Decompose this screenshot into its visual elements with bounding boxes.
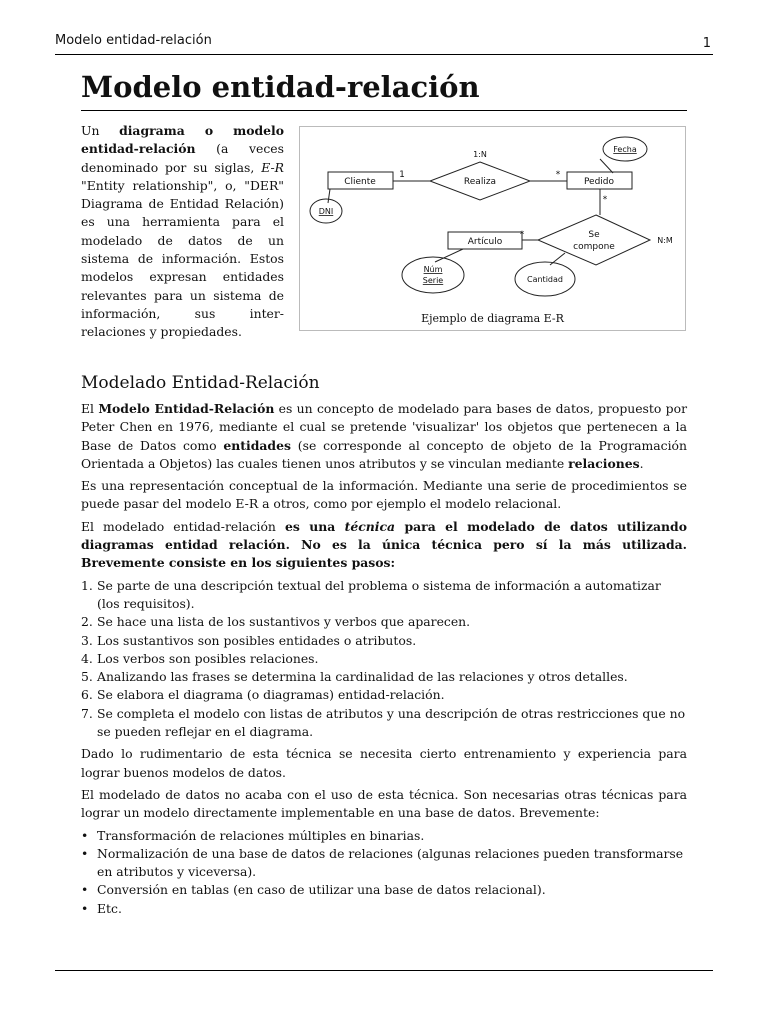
bold-term: Modelo Entidad-Relación — [98, 401, 275, 416]
list-item: 4. Los verbos son posibles relaciones. — [81, 650, 319, 666]
intro-paragraph — [81, 122, 284, 342]
footer-rule — [55, 970, 713, 971]
list-item-text: Se parte de una descripción textual del problema o sistema de información a automatizar (los requisitos). — [97, 577, 661, 611]
bold-italic-term: técnica — [344, 518, 396, 534]
paragraph-text: (se corresponde al concepto de objeto de la Programación Orientada a Objetos) las cuales tienen unos atributos y se vinculan mediante — [81, 437, 687, 471]
page-title: Modelo entidad-relación — [81, 70, 480, 104]
list-item: 7. Se completa el modelo con listas de atributos y una descripción de otras restricciones que no se pueden reflejar en el diagrama. — [81, 705, 686, 740]
list-item-text: Transformación de relaciones múltiples en binarias. — [97, 827, 425, 843]
intro-bold-term: diagrama o modelo entidad-relación — [81, 123, 284, 157]
entity-label-articulo: Artículo — [467, 237, 503, 247]
bold-term: para el modelado de datos utilizando diagramas entidad relación. No es la única técnica pero sí la más utilizada. Brevemente consiste en los siguientes pasos: — [81, 518, 687, 571]
paragraph-text: . — [639, 455, 644, 471]
attribute-label-num: Núm — [423, 265, 443, 274]
cardinality-label: * — [555, 170, 561, 180]
entity-label-pedido: Pedido — [583, 177, 615, 187]
list-item: • Conversión en tablas (en caso de utilizar una base de datos relacional). — [81, 882, 546, 898]
list-item-text: Normalización de una base de datos de relaciones (algunas relaciones pueden transformarse en atributos y viceversa). — [97, 845, 684, 880]
list-item-text: Conversión en tablas (en caso de utilizar una base de datos relacional). — [97, 882, 546, 898]
er-diagram — [300, 127, 685, 312]
running-header-title: Modelo entidad-relación — [55, 33, 212, 48]
list-item: 6. Se elabora el diagrama (o diagramas) entidad-relación. — [81, 687, 445, 703]
list-item-text: Se completa el modelo con listas de atributos y una descripción de otras restricciones que no se pueden reflejar en el diagrama. — [97, 705, 686, 740]
bullet-list — [81, 827, 687, 918]
list-item: • Transformación de relaciones múltiples en binarias. — [81, 827, 425, 843]
paragraph-text: El modelado entidad-relación — [81, 518, 285, 534]
paragraph-text: El — [81, 401, 99, 416]
attribute-label-cantidad: Cantidad — [527, 275, 563, 284]
cardinality-label: N:M — [657, 236, 673, 245]
paragraph-text: es un concepto de modelado para bases de datos, propuesto por Peter Chen en 1976, mediante el cual se pretende 'visualizar' los objetos que pertenecen a la Base de Datos como — [81, 401, 687, 453]
intro-text: (a veces denominado por su siglas, — [81, 141, 284, 175]
relationship-se-compone — [538, 215, 650, 265]
page-number: 1 — [702, 36, 711, 51]
list-item-text: Etc. — [97, 900, 122, 916]
bold-term: relaciones — [568, 455, 640, 471]
intro-italic-term: E-R — [261, 159, 284, 175]
connector-line — [600, 159, 613, 173]
relationship-label-compone: compone — [573, 242, 615, 252]
paragraph — [81, 518, 687, 573]
paragraph — [81, 400, 687, 473]
steps-list — [81, 577, 687, 742]
cardinality-label: * — [602, 195, 608, 205]
intro-text: "Entity relationship", o, "DER" Diagrama de Entidad Relación) es una herramienta para el modelado de datos de un sistema de información. Estos modelos expresan entidades relevantes para un sistema de información, sus inter-relaciones y propiedades. — [81, 177, 284, 340]
attribute-label-dni: DNI — [318, 207, 334, 216]
paragraph: El modelado de datos no acaba con el uso de esta técnica. Son necesarias otras técnicas para lograr un modelo directamente implementable en una base de datos. Brevemente: — [81, 786, 687, 821]
connector-line — [328, 189, 330, 203]
header-rule — [55, 54, 713, 55]
paragraph: Es una representación conceptual de la información. Mediante una serie de procedimientos se puede pasar del modelo E-R a otros, como por ejemplo el modelo relacional. — [81, 478, 687, 512]
entity-label-cliente: Cliente — [344, 177, 376, 187]
list-item: 2. Se hace una lista de los sustantivos y verbos que aparecen. — [81, 614, 471, 630]
list-item-text: Se elabora el diagrama (o diagramas) entidad-relación. — [97, 687, 445, 703]
cardinality-label: 1:N — [473, 150, 487, 159]
list-item: • Etc. — [81, 900, 122, 916]
list-item: 3. Los sustantivos son posibles entidades o atributos. — [81, 632, 417, 648]
attribute-label-fecha: Fecha — [613, 145, 637, 154]
title-block — [81, 68, 687, 111]
list-item-text: Analizando las frases se determina la cardinalidad de las relaciones y otros detalles. — [97, 669, 628, 685]
paragraph: Dado lo rudimentario de esta técnica se necesita cierto entrenamiento y experiencia para lograr buenos modelos de datos. — [81, 746, 687, 780]
list-item: 5. Analizando las frases se determina la cardinalidad de las relaciones y otros detalles. — [81, 669, 628, 685]
relationship-label-se: Se — [588, 230, 600, 240]
list-item: 1. Se parte de una descripción textual del problema o sistema de información a automatizar (los requisitos). — [81, 577, 661, 611]
attribute-num-serie — [402, 257, 464, 293]
attribute-label-serie: Serie — [422, 276, 444, 285]
cardinality-label: 1 — [399, 170, 405, 180]
list-item-text: Los sustantivos son posibles entidades o atributos. — [97, 632, 417, 648]
figure-caption: Ejemplo de diagrama E-R — [421, 312, 564, 325]
list-item-text: Los verbos son posibles relaciones. — [97, 650, 319, 666]
list-item: • Normalización de una base de datos de relaciones (algunas relaciones pueden transformarse en atributos y viceversa). — [81, 845, 684, 880]
section-title: Modelado Entidad-Relación — [81, 373, 320, 393]
list-item-text: Se hace una lista de los sustantivos y verbos que aparecen. — [97, 614, 471, 630]
bold-term: entidades — [223, 437, 291, 453]
relationship-label-realiza: Realiza — [463, 177, 497, 187]
title-rule — [81, 110, 687, 111]
er-diagram-figure — [299, 126, 686, 331]
bold-term: es una — [284, 518, 345, 534]
intro-text: Un — [81, 123, 120, 138]
cardinality-label: * — [519, 230, 525, 240]
section-modelado — [81, 372, 687, 922]
